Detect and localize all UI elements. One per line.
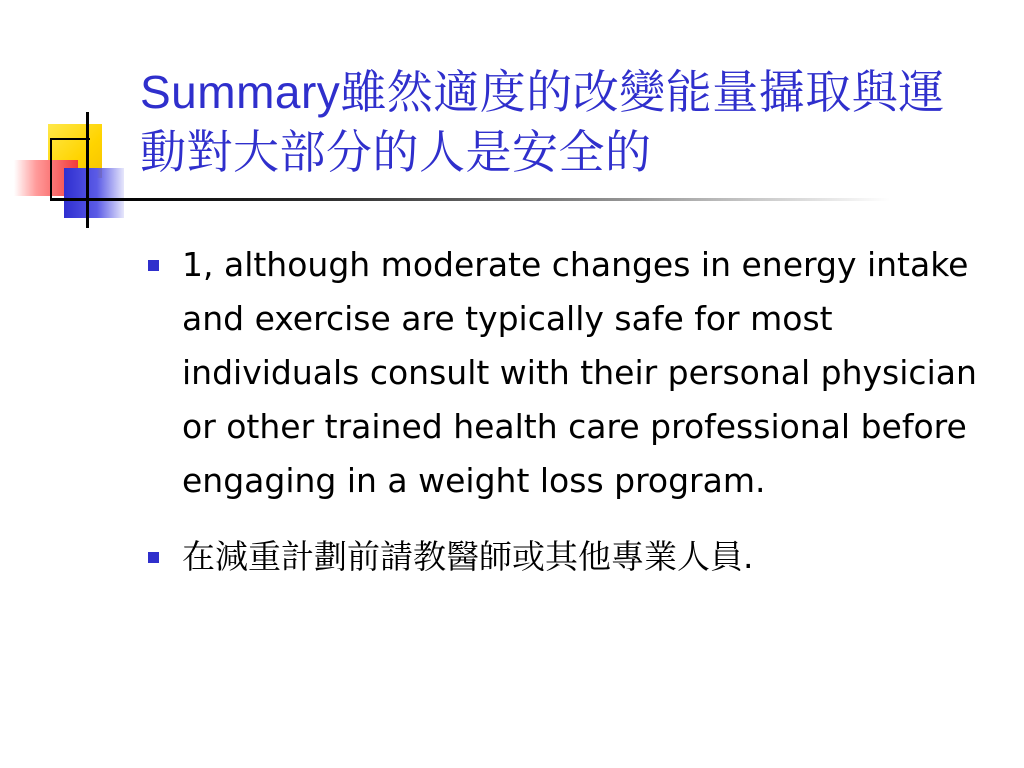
bullet-text: 1, although moderate changes in energy intake and exercise are typically safe for most individuals consult with their personal physician or other trained health care professional before engaging in a weight loss program. [182,245,977,500]
vertical-rule-left [50,138,52,200]
square-bullet-icon [148,552,159,563]
bullet-item [148,530,998,584]
slide-title: Summary雖然適度的改變能量攝取與運動對大部分的人是安全的 [140,66,945,178]
decorative-logo [0,0,150,240]
bullet-text: 在減重計劃前請教醫師或其他專業人員. [182,537,754,576]
square-bullet-icon [148,260,159,271]
title-underline-rule [50,198,890,201]
bullet-list [148,238,998,606]
blue-square-shape [64,168,124,218]
top-rule-short [50,138,90,140]
bullet-item [148,238,998,508]
vertical-rule [86,112,89,228]
